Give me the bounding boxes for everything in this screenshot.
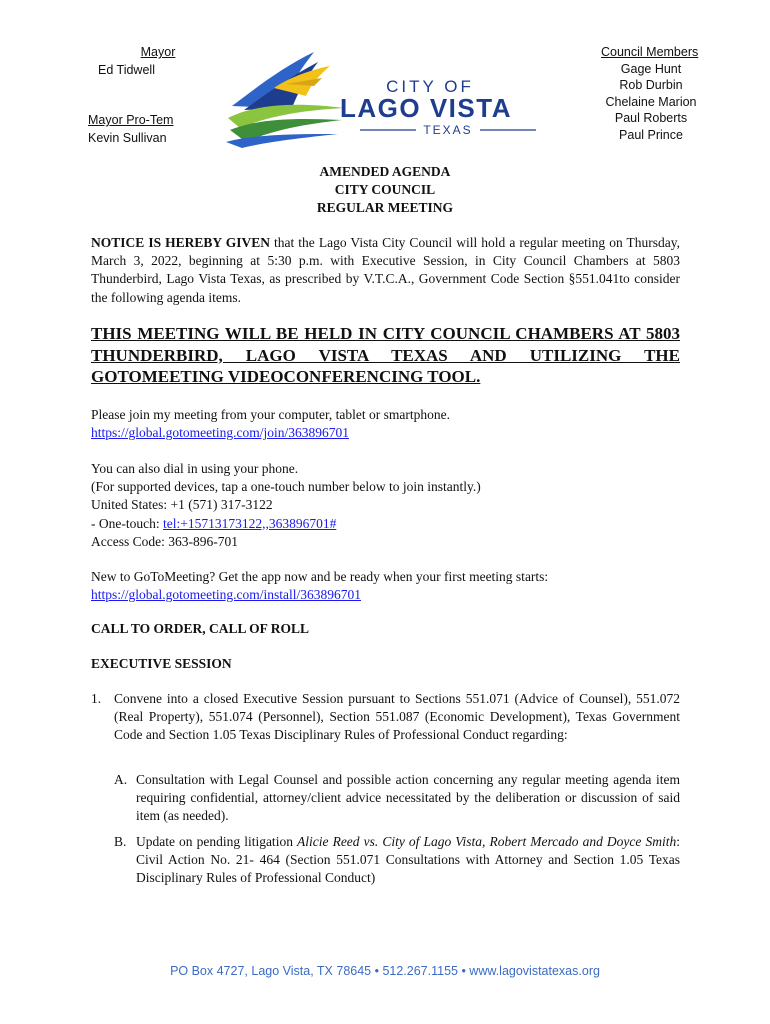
- logo-lago-vista: LAGO VISTA: [340, 93, 512, 123]
- council-member: Paul Prince: [619, 127, 683, 142]
- council-member: Gage Hunt: [620, 61, 682, 76]
- item-text-part: Update on pending litigation: [136, 834, 298, 849]
- join-meeting-link[interactable]: https://global.gotomeeting.com/join/363896701: [91, 425, 349, 441]
- call-to-order-heading: CALL TO ORDER, CALL OF ROLL: [91, 621, 310, 636]
- onetouch-link[interactable]: tel:+15713173122,,363896701#: [162, 515, 337, 531]
- item-number: 1.: [91, 691, 102, 706]
- item-text-part: : Civil Action No. 21- 464 (Section 551.071 Consultations with Attorney and Section 1.05 Texas Disciplinary Rules of Professional Conduct): [136, 834, 680, 886]
- notice-lead: NOTICE IS HEREBY GIVEN: [91, 235, 270, 250]
- logo-city-of: CITY OF: [386, 77, 474, 96]
- app-text: New to GoToMeeting? Get the app now and be ready when your first meeting starts:: [91, 569, 549, 584]
- item-letter: B.: [114, 834, 127, 849]
- agenda-title-line: AMENDED AGENDA: [319, 164, 451, 179]
- join-paragraph: [91, 406, 691, 442]
- council-member: Chelaine Marion: [605, 94, 697, 109]
- item-text: Consultation with Legal Counsel and possible action concerning any regular meeting agenda item requiring confidential, attorney/client advice necessitated by the deliberation or discussion of said item (as needed).: [136, 772, 680, 824]
- executive-session-heading: EXECUTIVE SESSION: [91, 656, 232, 671]
- agenda-title: [0, 163, 770, 217]
- council-members-block: [595, 44, 707, 143]
- notice-paragraph: [91, 234, 680, 307]
- item-text: Convene into a closed Executive Session pursuant to Sections 551.071 (Advice of Counsel), 551.072 (Real Property), 551.074 (Personnel), Section 551.087 (Economic Development), Texas Government Code and Section 1.05 Texas Disciplinary Rules of Professional Conduct regarding:: [114, 691, 680, 743]
- council-member: Rob Durbin: [619, 78, 683, 92]
- meeting-location-heading: THIS MEETING WILL BE HELD IN CITY COUNCIL CHAMBERS AT 5803 THUNDERBIRD, LAGO VISTA TEXAS AND UTILIZING THE GOTOMEETING VIDEOCONFERENCING TOOL.: [91, 324, 680, 386]
- agenda-title-line: CITY COUNCIL: [334, 182, 436, 197]
- council-member: Paul Roberts: [614, 111, 688, 125]
- install-app-link[interactable]: https://global.gotomeeting.com/install/363896701: [91, 587, 361, 603]
- mayor-pro-tem-name: Kevin Sullivan: [88, 131, 167, 145]
- lago-vista-logo-icon: [226, 48, 556, 148]
- access-code: Access Code: 363-896-701: [91, 533, 238, 549]
- notice-text: that the Lago Vista City Council will hold a regular meeting on Thursday, March 3, 2022, beginning at 5:30 p.m. with Executive Session, in City Council Chambers at 5803 Thunderbird, Lago Vista Texas, as prescribed by V.T.C.A., Government Code Section §551.041to consider the following agenda items.: [91, 235, 680, 305]
- city-logo: [226, 48, 556, 148]
- case-name: Alicie Reed vs. City of Lago Vista, Robert Mercado and Doyce Smith: [297, 834, 677, 849]
- agenda-title-line: REGULAR MEETING: [316, 200, 454, 215]
- mayor-title: Mayor: [140, 45, 176, 59]
- mayor-name: Ed Tidwell: [98, 63, 155, 77]
- dial-in-paragraph: [91, 460, 691, 551]
- council-members-title: Council Members: [601, 45, 699, 59]
- join-text: Please join my meeting from your computer, tablet or smartphone.: [91, 407, 450, 422]
- item-letter: A.: [114, 772, 128, 787]
- item-text: [136, 833, 680, 888]
- dial-phone: United States: +1 (571) 317-3122: [91, 497, 273, 513]
- onetouch-label: - One-touch:: [91, 515, 163, 531]
- dial-text: You can also dial in using your phone.: [91, 461, 299, 476]
- dial-text: (For supported devices, tap a one-touch number below to join instantly.): [91, 479, 481, 495]
- app-paragraph: [91, 568, 691, 604]
- logo-texas: TEXAS: [423, 123, 473, 137]
- footer-contact: PO Box 4727, Lago Vista, TX 78645 • 512.267.1155 • www.lagovistatexas.org: [170, 964, 600, 978]
- mayor-pro-tem-title: Mayor Pro-Tem: [88, 113, 174, 127]
